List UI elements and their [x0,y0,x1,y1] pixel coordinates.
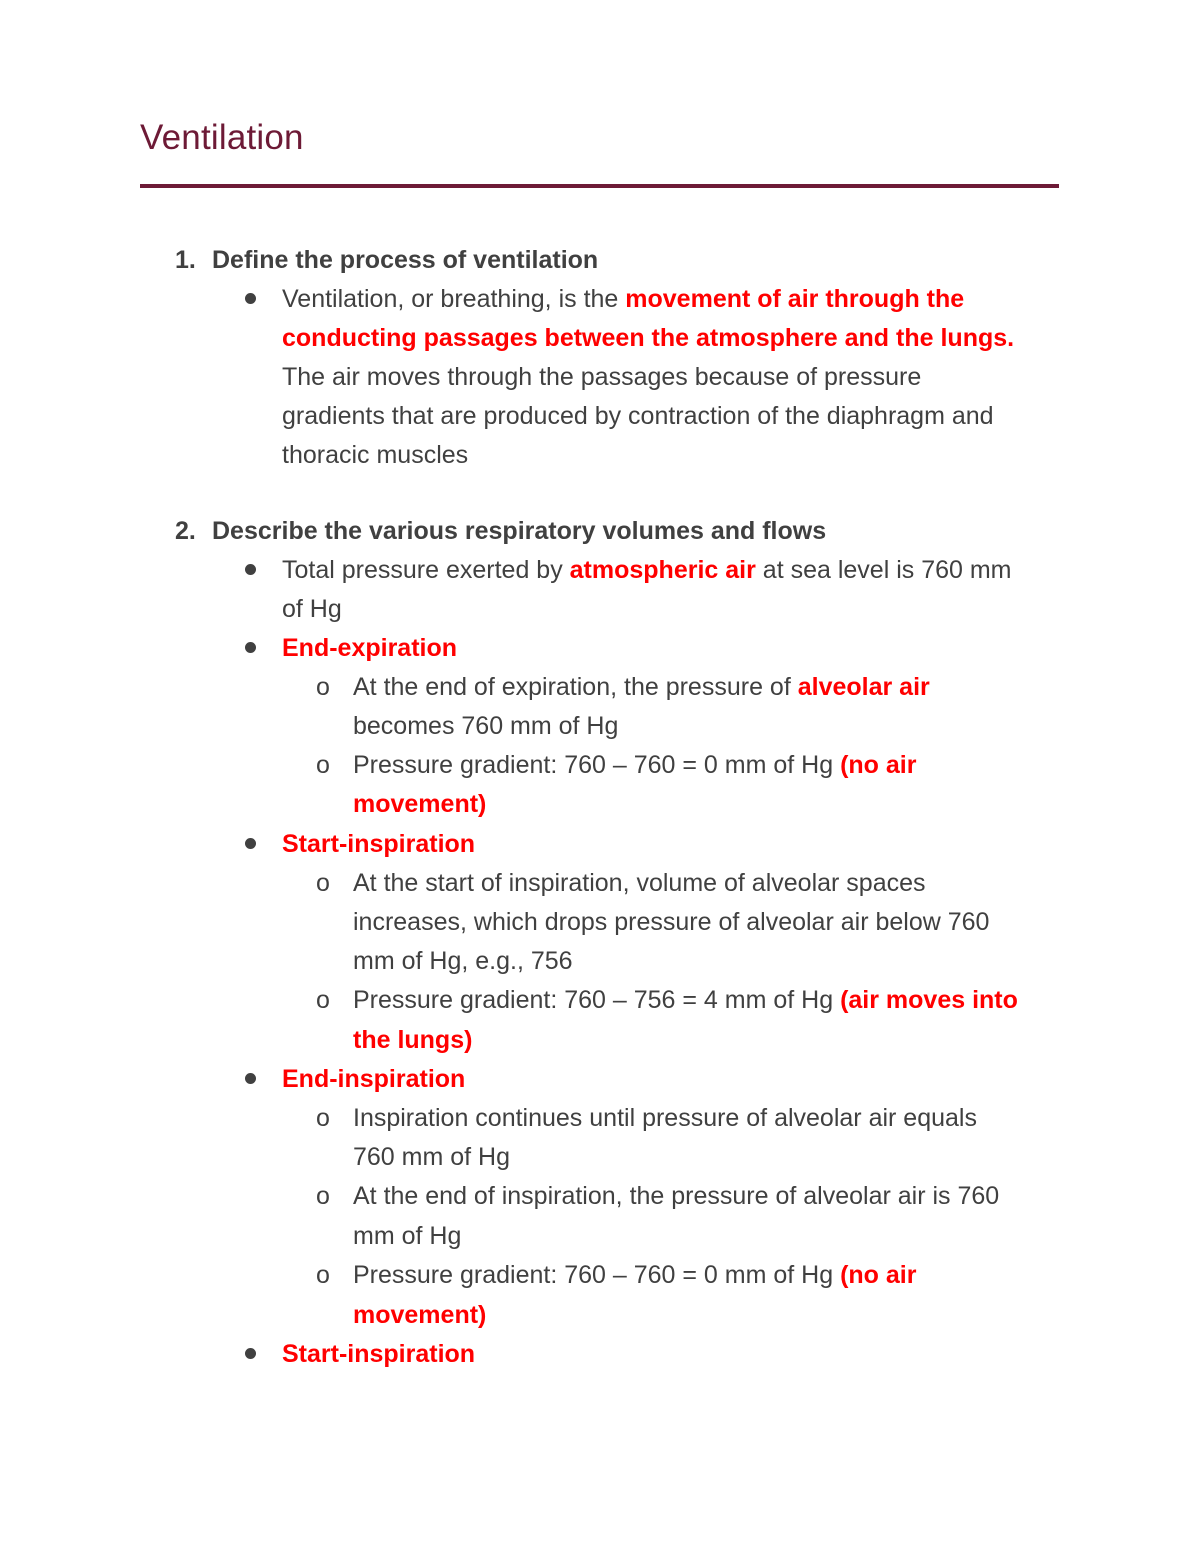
body-text-line [282,551,1012,590]
body-text: The air moves through the passages because of pressure [282,363,922,391]
page-title: Ventilation [140,118,304,157]
highlight-text: movement) [353,1301,487,1329]
body-text: Pressure gradient: 760 – 756 = 4 mm of Hg [353,986,841,1014]
subheading-highlight: Start-inspiration [282,830,476,858]
circle-bullet-icon: o [316,1182,330,1210]
body-text: Inspiration continues until pressure of alveolar air equals [353,1104,977,1132]
bullet-dot-icon [245,1348,256,1359]
highlight-text: (air moves into [840,986,1018,1014]
bullet-dot-icon [245,293,256,304]
bullet-dot-icon [245,642,256,653]
body-text: gradients that are produced by contraction of the diaphragm and [282,402,994,430]
title-divider [140,184,1059,188]
body-text: of Hg [282,595,342,623]
body-text: thoracic muscles [282,441,469,469]
circle-bullet-icon: o [316,1104,330,1132]
bullet-dot-icon [245,564,256,575]
section-number: 1. [175,246,196,274]
bullet-dot-icon [245,838,256,849]
body-text: Pressure gradient: 760 – 760 = 0 mm of Hg [353,751,841,779]
bullet-dot-icon [245,1073,256,1084]
highlight-text: movement of air through the [625,285,965,313]
body-text: mm of Hg, e.g., 756 [353,947,573,975]
body-text: At the start of inspiration, volume of alveolar spaces [353,869,926,897]
circle-bullet-icon: o [316,673,330,701]
body-text-line [353,668,930,707]
highlight-text: conducting passages between the atmosphere and the lungs. [282,324,1015,352]
body-text: At the end of inspiration, the pressure of alveolar air is 760 [353,1182,1000,1210]
highlight-text: alveolar air [797,673,930,701]
body-text: Ventilation, or breathing, is the [282,285,626,313]
circle-bullet-icon: o [316,1261,330,1289]
body-text: At the end of expiration, the pressure of [353,673,798,701]
section-number: 2. [175,517,196,545]
section-heading: Describe the various respiratory volumes and flows [212,517,827,545]
body-text: Pressure gradient: 760 – 760 = 0 mm of Hg [353,1261,841,1289]
body-text: increases, which drops pressure of alveolar air below 760 [353,908,990,936]
body-text: at sea level is 760 mm [755,556,1012,584]
highlight-text: movement) [353,790,487,818]
highlight-text: (no air [840,751,917,779]
circle-bullet-icon: o [316,869,330,897]
body-text: 760 mm of Hg [353,1143,511,1171]
highlight-text: (no air [840,1261,917,1289]
section-heading: Define the process of ventilation [212,246,599,274]
highlight-text: the lungs) [353,1026,473,1054]
body-text: becomes 760 mm of Hg [353,712,619,740]
subheading-highlight: Start-inspiration [282,1340,476,1368]
circle-bullet-icon: o [316,986,330,1014]
body-text-line [353,981,1018,1020]
body-text: mm of Hg [353,1222,462,1250]
body-text: Total pressure exerted by [282,556,570,584]
body-text-line [353,1256,916,1295]
highlight-text: atmospheric air [569,556,756,584]
body-text-line [353,746,916,785]
subheading-highlight: End-expiration [282,634,458,662]
subheading-highlight: End-inspiration [282,1065,466,1093]
circle-bullet-icon: o [316,751,330,779]
body-text-line [282,280,964,319]
